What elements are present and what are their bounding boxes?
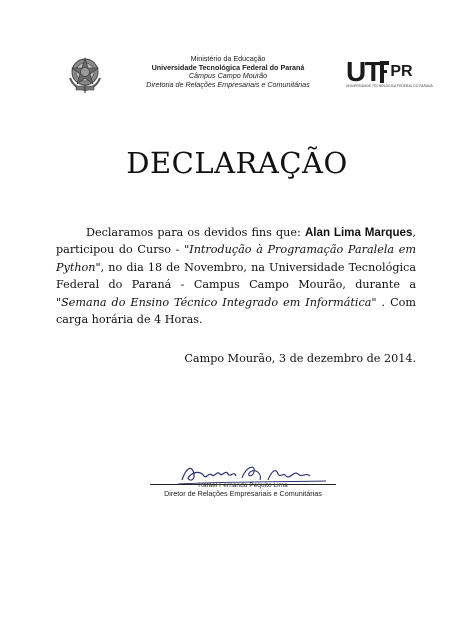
- body-part2: , participou do Curso -: [56, 226, 416, 257]
- signatory-name: Rafael Fernando Pequito Lima: [198, 482, 288, 489]
- body-intro: Declaramos para os devidos fins que:: [86, 226, 305, 239]
- course-title: "Introdução à Programação Paralela em Python": [56, 243, 416, 274]
- header-ministry: Ministério da Educação: [190, 54, 266, 63]
- header-directorate: Diretoria de Relações Empresariais e Comunitárias: [146, 79, 310, 89]
- document-title: DECLARAÇÃO: [126, 146, 348, 180]
- header-campus: Câmpus Campo Mourão: [188, 71, 268, 81]
- body-part4: . Com carga horária de 4 Horas.: [56, 295, 416, 327]
- logo-f-mark: [380, 60, 390, 84]
- header-university: Universidade Tecnológica Federal do Paraná: [151, 62, 305, 72]
- coat-of-arms-icon: [64, 52, 106, 94]
- declaration-body: [56, 224, 416, 328]
- signatory-role: Diretor de Relações Empresariais e Comunitárias: [164, 489, 322, 498]
- place-and-date: Campo Mourão, 3 de dezembro de 2014.: [184, 352, 416, 365]
- utfpr-logo: [346, 58, 413, 86]
- body-part3: , no dia 18 de Novembro, na Universidade Tecnológica Federal do Paraná - Campus Campo Mourão, durante a: [56, 260, 416, 292]
- event-title: "Semana do Ensino Técnico Integrado em Informática": [56, 295, 377, 309]
- logo-suffix: PR: [390, 63, 413, 80]
- participant-name: Alan Lima Marques: [304, 226, 413, 239]
- logo-main: UT: [346, 56, 381, 87]
- institution-header: [120, 55, 336, 89]
- logo-subtitle: UNIVERSIDADE TECNOLÓGICA FEDERAL DO PARANÁ: [346, 84, 433, 88]
